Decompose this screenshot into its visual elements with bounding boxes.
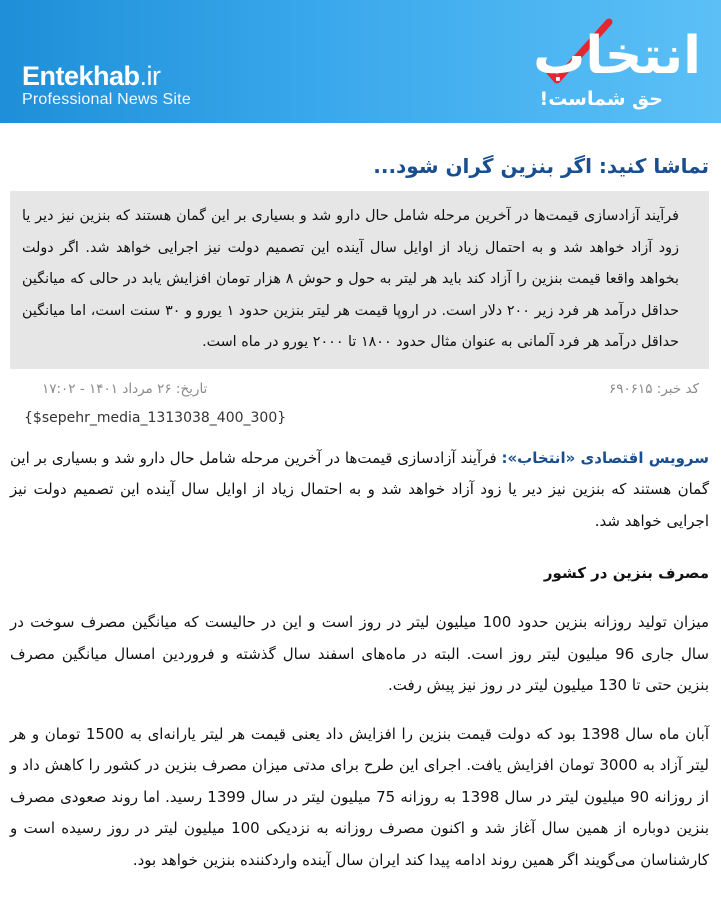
subheading: مصرف بنزین در کشور	[543, 564, 709, 582]
paragraph-history: آبان ماه سال 1398 بود که دولت قیمت بنزین را افزایش داد یعنی قیمت هر لیتر یارانه‌ای به 1500 تومان و هر لیتر آزاد به 3000 تومان افزایش یافت. اجرای این طرح برای مدتی میزان مصرف بنزین در کشور را کاهش داد و از روزانه 90 میلیون لیتر در سال 1398 به روزانه 75 میلیون لیتر در سال 1399 رسید. اما روند صعودی مصرف بنزین دوباره از همین سال آغاز شد و اکنون مصرف روزانه به نزدیکی 100 میلیون لیتر در روز رسیده است و کارشناسان می‌گویند اگر همین روند ادامه پیدا کند ایران سال آینده واردکننده بنزین خواهد بود.	[10, 724, 709, 869]
logo-fa-text: انتخاب	[533, 26, 701, 86]
news-code: کد خبر: ۶۹۰۶۱۵	[608, 380, 699, 397]
entekhab-persian-logo[interactable]	[491, 14, 701, 114]
paragraph-intro-text: فرآیند آزادسازی قیمت‌ها در آخرین مرحله شامل حال دارو شد و بسیاری بر این گمان هستند که بنزین نیز دیر یا زود آزاد خواهد شد و به احتمال زیاد از اوایل سال آینده این تصمیم دولت نیز اجرایی خواهد شد.	[10, 448, 709, 530]
logo-tagline: حق شماست!	[539, 88, 663, 110]
paragraph-production: میزان تولید روزانه بنزین حدود 100 میلیون لیتر در روز است و این در حالیست که میانگین مصرف سوخت در سال جاری 96 میلیون لیتر روز است. البته در ماه‌های اسفند سال گذشته و فروردین امسال میانگین مصرف بنزین حتی تا 130 میلیون لیتر در روز نیز پیش رفت.	[10, 613, 709, 694]
logo-subtitle: Professional News Site	[22, 91, 191, 108]
article-title[interactable]: تماشا کنید: اگر بنزین گران شود...	[373, 154, 709, 178]
paragraph-intro	[10, 443, 709, 538]
article	[0, 151, 721, 876]
article-body	[10, 443, 709, 877]
article-meta	[10, 369, 709, 397]
logo-brand	[22, 62, 191, 90]
service-label: سرویس اقتصادی «انتخاب»:	[501, 448, 709, 467]
media-placeholder: {$sepehr_media_1313038_400_300}	[24, 409, 287, 426]
article-lead: فرآیند آزادسازی قیمت‌ها در آخرین مرحله شامل حال دارو شد و بسیاری بر این گمان هستند که بنزین نیز دیر یا زود آزاد خواهد شد و به احتمال زیاد از اوایل سال آینده این تصمیم دولت نیز اجرایی خواهد شد. اگر دولت بخواهد واقعا قیمت بنزین را آزاد کند باید هر لیتر به حول و حوش ۸ هزار تومان افزایش یابد در حالی که میانگین حداقل درآمد هر فرد زیر ۲۰۰ دلار است. در اروپا قیمت هر لیتر بنزین حدود ۱ یورو و ۳۰ سنت است، اما میانگین حداقل درآمد هر فرد آلمانی به عنوان مثال حدود ۱۸۰۰ تا ۲۰۰۰ یورو در ماه است.	[10, 191, 709, 369]
logo-brand-bold: Entekhab	[22, 61, 140, 91]
site-header	[0, 0, 721, 123]
entekhab-logo[interactable]	[22, 62, 191, 109]
logo-brand-domain: .ir	[139, 61, 161, 91]
publish-date: تاریخ: ۲۶ مرداد ۱۴۰۱ - ۱۷:۰۲	[42, 380, 208, 397]
